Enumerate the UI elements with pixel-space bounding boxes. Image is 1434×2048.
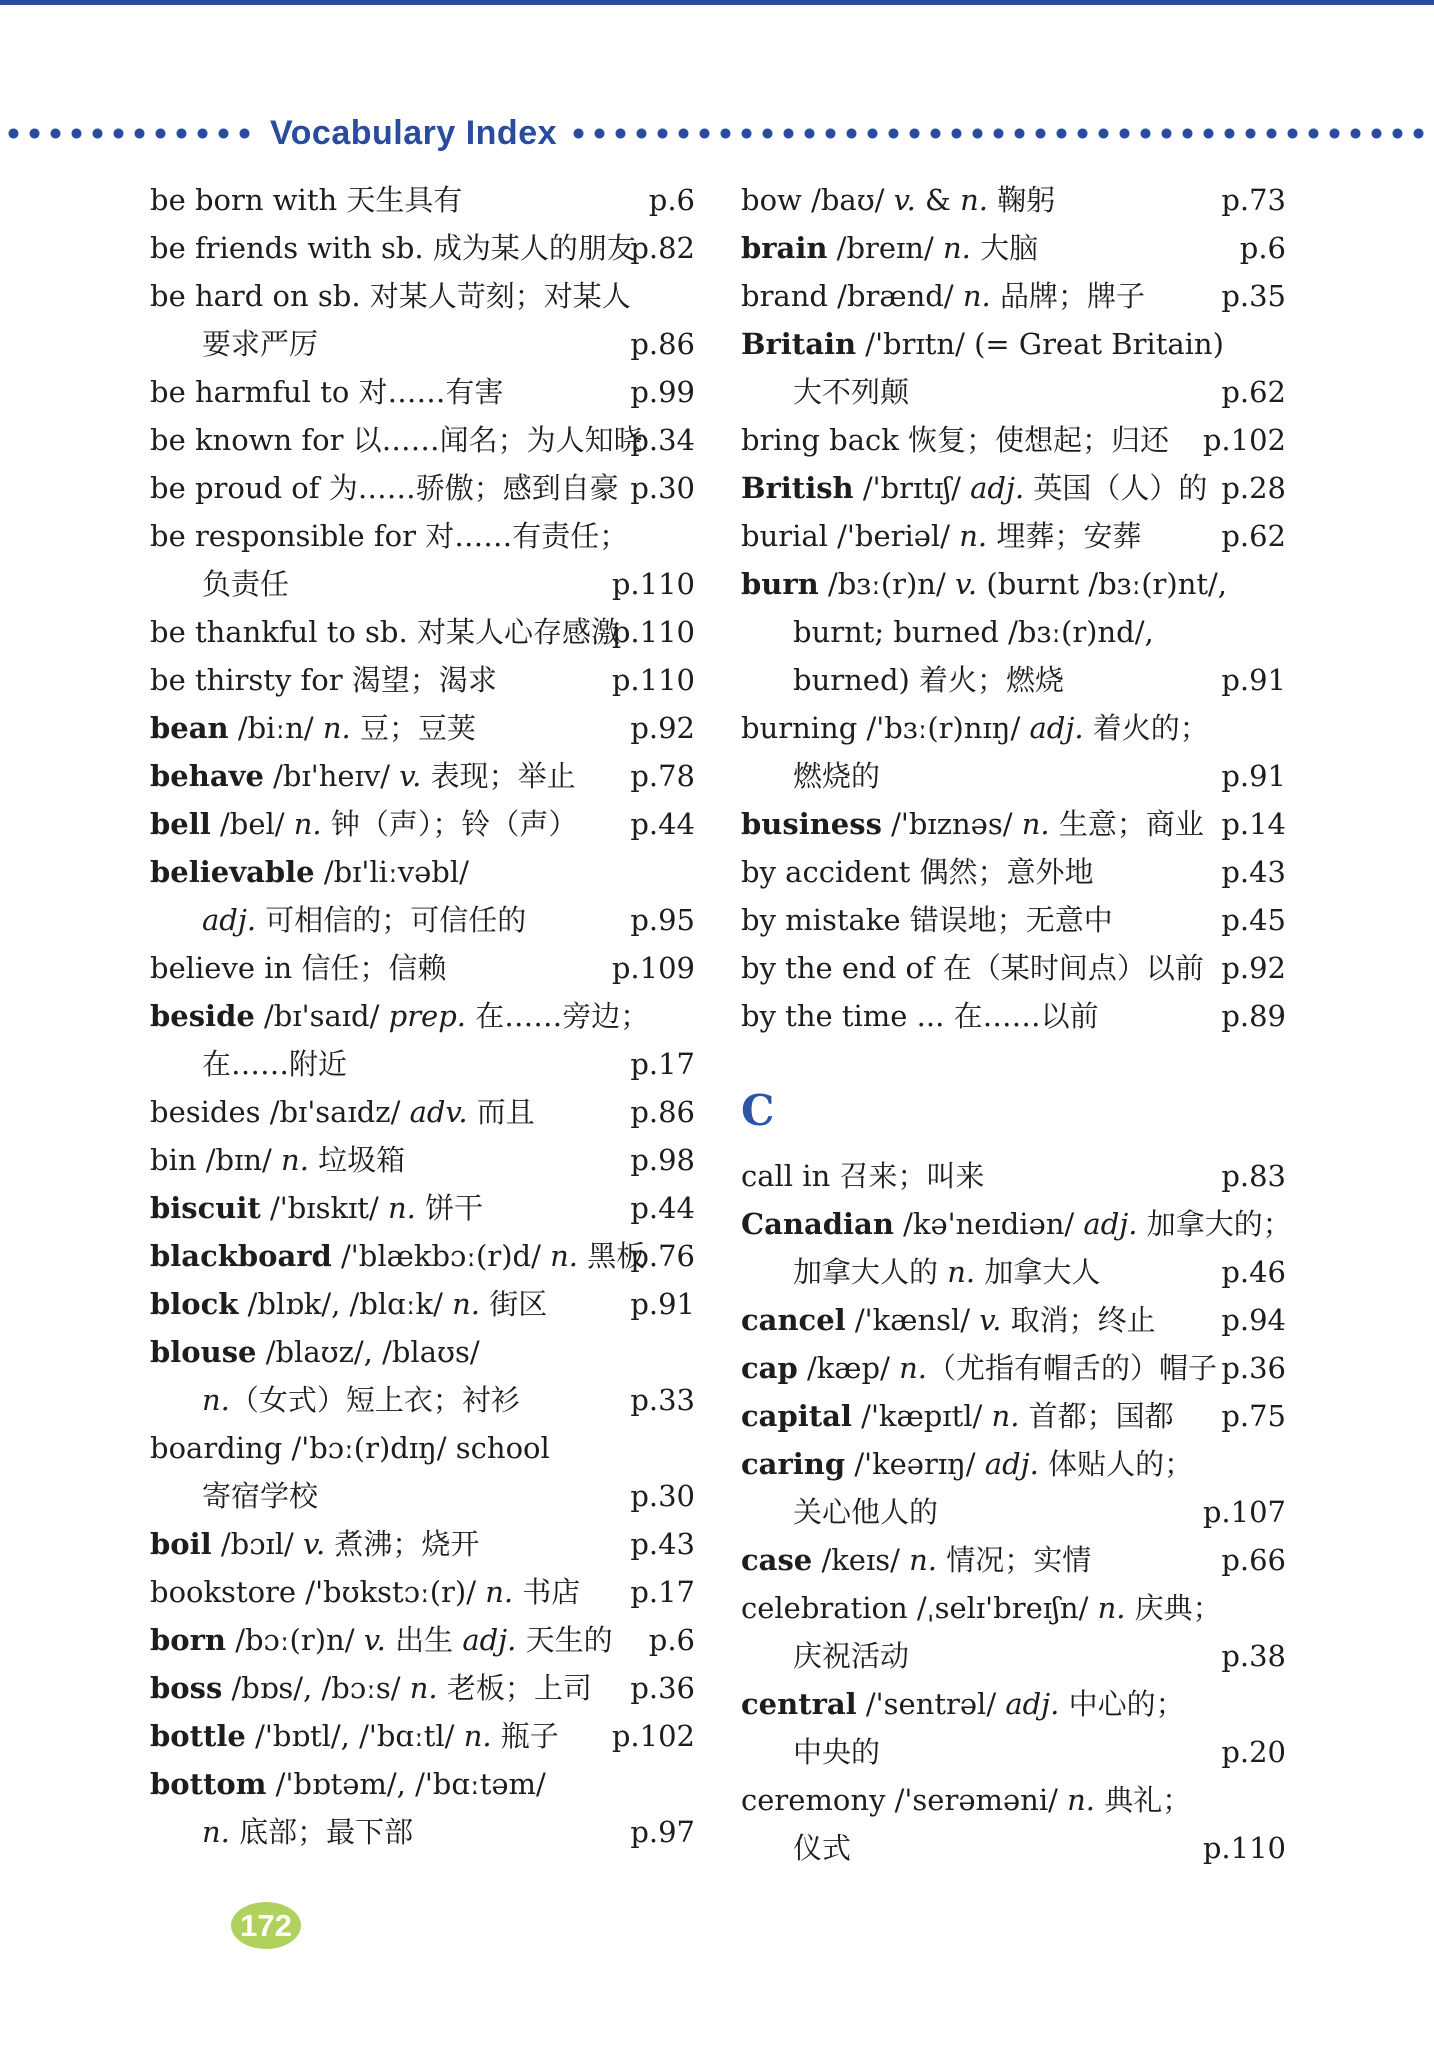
- entry-line: [741, 1152, 1286, 1200]
- page-ref: p.86: [630, 1095, 695, 1129]
- entry-text: burning /'bɜː(r)nɪŋ/ adj. 着火的；: [741, 711, 1209, 745]
- index-entry: [150, 1232, 695, 1280]
- index-entry: [150, 1424, 695, 1520]
- entry-line: [150, 368, 695, 416]
- index-entry: [741, 848, 1286, 896]
- index-entry: [150, 512, 695, 608]
- entry-text: bottle /'bɒtl/, /'bɑːtl/ n. 瓶子: [150, 1719, 559, 1753]
- index-entry: [150, 1328, 695, 1424]
- page-ref: p.43: [630, 1527, 695, 1561]
- page-ref: p.110: [611, 663, 695, 697]
- page-ref: p.36: [630, 1671, 695, 1705]
- entry-line: [741, 368, 1286, 416]
- index-entry: [150, 368, 695, 416]
- page-ref: p.6: [648, 1623, 695, 1657]
- entry-line: [741, 224, 1286, 272]
- page-ref: p.82: [630, 231, 695, 265]
- index-entry: [150, 1712, 695, 1760]
- top-border: [0, 0, 1434, 5]
- entry-text: 寄宿学校: [202, 1479, 319, 1513]
- entry-line: [150, 176, 695, 224]
- entry-text: behave /bɪ'heɪv/ v. 表现；举止: [150, 759, 576, 793]
- page-ref: p.86: [630, 327, 695, 361]
- entry-text: be proud of 为……骄傲；感到自豪: [150, 471, 619, 505]
- index-entry: [150, 1136, 695, 1184]
- entry-line: [741, 512, 1286, 560]
- index-entry: [741, 704, 1286, 800]
- entry-line: [150, 1136, 695, 1184]
- entry-text: Canadian /kə'neɪdiən/ adj. 加拿大的；: [741, 1207, 1292, 1241]
- index-entry: [741, 416, 1286, 464]
- page-ref: p.44: [630, 807, 695, 841]
- entry-text: biscuit /'bɪskɪt/ n. 饼干: [150, 1191, 484, 1225]
- entry-text: 庆祝活动: [793, 1639, 910, 1673]
- entry-text: believable /bɪ'liːvəbl/: [150, 855, 469, 889]
- entry-line: [150, 416, 695, 464]
- entry-text: British /'brɪtɪʃ/ adj. 英国（人）的: [741, 471, 1208, 505]
- entry-text: cancel /'kænsl/ v. 取消；终止: [741, 1303, 1156, 1337]
- entry-text: beside /bɪ'saɪd/ prep. 在……旁边；: [150, 999, 650, 1033]
- page-ref: p.6: [1239, 231, 1286, 265]
- entry-text: bring back 恢复；使想起；归还: [741, 423, 1170, 457]
- entry-text: bow /baʊ/ v. & n. 鞠躬: [741, 183, 1056, 217]
- entry-text: business /'bɪznəs/ n. 生意；商业: [741, 807, 1204, 841]
- page-ref: p.102: [611, 1719, 695, 1753]
- page-ref: p.91: [1221, 759, 1286, 793]
- index-entry: [150, 608, 695, 656]
- entry-line: [150, 848, 695, 896]
- entry-line: [741, 1392, 1286, 1440]
- page-ref: p.30: [630, 1479, 695, 1513]
- entry-line: [741, 176, 1286, 224]
- entry-line: [741, 1248, 1286, 1296]
- page-ref: p.20: [1221, 1735, 1286, 1769]
- index-entry: [150, 1616, 695, 1664]
- index-entry: [741, 944, 1286, 992]
- entry-text: boss /bɒs/, /bɔːs/ n. 老板；上司: [150, 1671, 592, 1705]
- page-ref: p.46: [1221, 1255, 1286, 1289]
- entry-line: [150, 992, 695, 1040]
- entry-line: [150, 1184, 695, 1232]
- entry-text: burn /bɜː(r)n/ v. (burnt /bɜː(r)nt/,: [741, 567, 1228, 601]
- entry-line: [150, 320, 695, 368]
- page-ref: p.62: [1221, 375, 1286, 409]
- entry-text: by mistake 错误地；无意中: [741, 903, 1113, 937]
- entry-text: by the end of 在（某时间点）以前: [741, 951, 1204, 985]
- entry-line: [741, 848, 1286, 896]
- entry-line: [741, 1488, 1286, 1536]
- entry-text: be born with 天生具有: [150, 183, 463, 217]
- entry-text: 在……附近: [202, 1047, 348, 1081]
- entry-line: [741, 896, 1286, 944]
- entry-text: be harmful to 对……有害: [150, 375, 504, 409]
- index-entry: [741, 224, 1286, 272]
- page-ref: p.17: [630, 1575, 695, 1609]
- entry-line: [150, 1424, 695, 1472]
- entry-text: 仪式: [793, 1831, 852, 1865]
- page-title: Vocabulary Index: [270, 113, 558, 152]
- page-ref: p.98: [630, 1143, 695, 1177]
- entry-line: [741, 1824, 1286, 1872]
- page-ref: p.17: [630, 1047, 695, 1081]
- entry-text: believe in 信任；信赖: [150, 951, 447, 985]
- entry-line: [741, 800, 1286, 848]
- entry-text: capital /'kæpɪtl/ n. 首都；国都: [741, 1399, 1174, 1433]
- entry-text: by accident 偶然；意外地: [741, 855, 1094, 889]
- entry-line: [150, 1808, 695, 1856]
- entry-line: [741, 416, 1286, 464]
- entry-line: [150, 704, 695, 752]
- entry-text: blouse /blaʊz/, /blaʊs/: [150, 1335, 480, 1369]
- entry-line: [150, 800, 695, 848]
- page-ref: p.36: [1221, 1351, 1286, 1385]
- index-entry: [741, 512, 1286, 560]
- entry-line: [150, 608, 695, 656]
- entry-line: [741, 1680, 1286, 1728]
- entry-line: [741, 704, 1286, 752]
- entry-line: [150, 1328, 695, 1376]
- entry-line: [741, 608, 1286, 656]
- entry-line: [741, 1728, 1286, 1776]
- entry-text: bin /bɪn/ n. 垃圾箱: [150, 1143, 406, 1177]
- page-ref: p.33: [630, 1383, 695, 1417]
- index-entry: [150, 1664, 695, 1712]
- page-ref: p.43: [1221, 855, 1286, 889]
- page-ref: p.76: [630, 1239, 695, 1273]
- index-column-left: [150, 176, 695, 1856]
- index-entry: [150, 1568, 695, 1616]
- entry-line: [150, 1760, 695, 1808]
- page-ref: p.91: [630, 1287, 695, 1321]
- entry-line: [741, 272, 1286, 320]
- page-ref: p.78: [630, 759, 695, 793]
- entry-text: be thankful to sb. 对某人心存感激: [150, 615, 620, 649]
- index-entry: [150, 416, 695, 464]
- index-entry: [741, 1584, 1286, 1680]
- page-ref: p.34: [630, 423, 695, 457]
- index-entry: [150, 1760, 695, 1856]
- index-entry: [150, 1280, 695, 1328]
- page-ref: p.62: [1221, 519, 1286, 553]
- entry-line: [741, 752, 1286, 800]
- page-ref: p.75: [1221, 1399, 1286, 1433]
- entry-line: [150, 1280, 695, 1328]
- index-entry: [741, 560, 1286, 704]
- page-ref: p.92: [630, 711, 695, 745]
- entry-text: celebration /ˌselɪ'breɪʃn/ n. 庆典；: [741, 1591, 1222, 1625]
- index-entry: [741, 1344, 1286, 1392]
- index-entry: [150, 464, 695, 512]
- index-entry: [741, 176, 1286, 224]
- index-entry: [741, 1536, 1286, 1584]
- entry-text: be known for 以……闻名；为人知晓: [150, 423, 643, 457]
- entry-line: [150, 1376, 695, 1424]
- entry-line: [150, 656, 695, 704]
- entry-line: [741, 656, 1286, 704]
- entry-text: 燃烧的: [793, 759, 881, 793]
- page-ref: p.35: [1221, 279, 1286, 313]
- page-ref: p.91: [1221, 663, 1286, 697]
- entry-line: [150, 1712, 695, 1760]
- page-number-badge: 172: [231, 1902, 301, 1949]
- index-entry: [150, 1520, 695, 1568]
- page-ref: p.89: [1221, 999, 1286, 1033]
- entry-text: Britain /'brɪtn/ (= Great Britain): [741, 327, 1224, 361]
- index-entry: [150, 944, 695, 992]
- index-entry: [741, 1776, 1286, 1872]
- entry-text: 负责任: [202, 567, 290, 601]
- index-entry: [741, 800, 1286, 848]
- page-ref: p.97: [630, 1815, 695, 1849]
- entry-text: cap /kæp/ n.（尤指有帽舌的）帽子: [741, 1351, 1218, 1385]
- entry-line: [150, 752, 695, 800]
- index-column-right: [741, 176, 1292, 1872]
- page-ref: p.95: [630, 903, 695, 937]
- entry-text: burned) 着火；燃烧: [793, 663, 1065, 697]
- page-ref: p.94: [1221, 1303, 1286, 1337]
- entry-line: [741, 560, 1286, 608]
- entry-text: 加拿大人的 n. 加拿大人: [793, 1255, 1101, 1289]
- page-ref: p.38: [1221, 1639, 1286, 1673]
- entry-line: [150, 1520, 695, 1568]
- entry-line: [150, 1232, 695, 1280]
- index-entry: [150, 848, 695, 944]
- index-entry: [741, 1392, 1286, 1440]
- entry-text: be responsible for 对……有责任；: [150, 519, 629, 553]
- entry-text: case /keɪs/ n. 情况；实情: [741, 1543, 1092, 1577]
- page-ref: p.107: [1202, 1495, 1286, 1529]
- page-ref: p.83: [1221, 1159, 1286, 1193]
- index-entry: [150, 272, 695, 368]
- index-entry: [741, 320, 1286, 416]
- entry-text: be hard on sb. 对某人苛刻；对某人: [150, 279, 631, 313]
- entry-line: [741, 320, 1286, 368]
- index-entry: [741, 1152, 1286, 1200]
- entry-line: [150, 1040, 695, 1088]
- entry-text: 中央的: [793, 1735, 881, 1769]
- entry-text: bookstore /'bʊkstɔː(r)/ n. 书店: [150, 1575, 581, 1609]
- entry-text: 大不列颠: [793, 375, 910, 409]
- index-entry: [741, 1680, 1286, 1776]
- page-ref: p.45: [1221, 903, 1286, 937]
- page-ref: p.6: [648, 183, 695, 217]
- index-entry: [150, 656, 695, 704]
- page-ref: p.110: [611, 615, 695, 649]
- index-entry: [741, 464, 1286, 512]
- entry-line: [150, 272, 695, 320]
- header-dots-left: [8, 128, 254, 139]
- entry-text: brain /breɪn/ n. 大脑: [741, 231, 1039, 265]
- entry-line: [741, 944, 1286, 992]
- entry-line: [741, 1344, 1286, 1392]
- page-header: [0, 112, 1434, 154]
- entry-line: [741, 1440, 1286, 1488]
- page-ref: p.14: [1221, 807, 1286, 841]
- entry-text: 要求严厉: [202, 327, 319, 361]
- entry-line: [150, 1088, 695, 1136]
- entry-text: boil /bɔɪl/ v. 煮沸；烧开: [150, 1527, 480, 1561]
- entry-text: brand /brænd/ n. 品牌；牌子: [741, 279, 1145, 313]
- index-entry: [741, 1440, 1286, 1536]
- page-ref: p.73: [1221, 183, 1286, 217]
- entry-text: bottom /'bɒtəm/, /'bɑːtəm/: [150, 1767, 546, 1801]
- entry-text: boarding /'bɔː(r)dɪŋ/ school: [150, 1431, 550, 1465]
- entry-line: [150, 560, 695, 608]
- entry-text: ceremony /'serəməni/ n. 典礼；: [741, 1783, 1192, 1817]
- page-ref: p.102: [1202, 423, 1286, 457]
- entry-line: [150, 1664, 695, 1712]
- entry-text: call in 召来；叫来: [741, 1159, 985, 1193]
- index-entry: [150, 224, 695, 272]
- entry-text: be friends with sb. 成为某人的朋友: [150, 231, 636, 265]
- entry-line: [150, 1616, 695, 1664]
- index-entry: [150, 800, 695, 848]
- entry-line: [150, 464, 695, 512]
- entry-line: [741, 1536, 1286, 1584]
- index-entry: [150, 1184, 695, 1232]
- entry-line: [741, 1632, 1286, 1680]
- entry-line: [741, 1776, 1286, 1824]
- index-entry: [741, 1296, 1286, 1344]
- index-entry: [150, 176, 695, 224]
- index-entry: [150, 752, 695, 800]
- index-entry: [741, 1200, 1292, 1296]
- entry-line: [150, 512, 695, 560]
- entry-text: n. 底部；最下部: [202, 1815, 414, 1849]
- entry-line: [741, 1296, 1286, 1344]
- page-ref: p.44: [630, 1191, 695, 1225]
- entry-line: [150, 944, 695, 992]
- entry-text: by the time ... 在……以前: [741, 999, 1099, 1033]
- entry-text: caring /'keərɪŋ/ adj. 体贴人的；: [741, 1447, 1194, 1481]
- entry-text: blackboard /'blækbɔː(r)d/ n. 黑板: [150, 1239, 646, 1273]
- entry-text: block /blɒk/, /blɑːk/ n. 街区: [150, 1287, 548, 1321]
- entry-text: 关心他人的: [793, 1495, 939, 1529]
- entry-line: [150, 1568, 695, 1616]
- page-ref: p.109: [611, 951, 695, 985]
- entry-text: bean /biːn/ n. 豆；豆荚: [150, 711, 476, 745]
- page-ref: p.66: [1221, 1543, 1286, 1577]
- entry-line: [741, 1200, 1292, 1248]
- index-entry: [741, 896, 1286, 944]
- entry-line: [741, 1584, 1286, 1632]
- entry-line: [150, 896, 695, 944]
- index-entry: [741, 992, 1286, 1040]
- page-ref: p.99: [630, 375, 695, 409]
- index-entry: [150, 992, 695, 1088]
- section-letter: C: [741, 1086, 775, 1135]
- page-ref: p.92: [1221, 951, 1286, 985]
- entry-text: n.（女式）短上衣；衬衫: [202, 1383, 520, 1417]
- index-entry: [150, 1088, 695, 1136]
- entry-text: bell /bel/ n. 钟（声）；铃（声）: [150, 807, 578, 841]
- entry-text: born /bɔː(r)n/ v. 出生 adj. 天生的: [150, 1623, 613, 1657]
- entry-text: central /'sentrəl/ adj. 中心的；: [741, 1687, 1185, 1721]
- entry-text: burnt; burned /bɜː(r)nd/,: [793, 615, 1154, 649]
- page-ref: p.110: [1202, 1831, 1286, 1865]
- index-entry: [741, 272, 1286, 320]
- page-ref: p.110: [611, 567, 695, 601]
- entry-line: [150, 224, 695, 272]
- entry-line: [741, 992, 1286, 1040]
- entry-line: [741, 464, 1286, 512]
- entry-line: [150, 1472, 695, 1520]
- header-dots-right: [573, 128, 1434, 139]
- entry-text: adj. 可相信的；可信任的: [202, 903, 527, 937]
- entry-text: burial /'beriəl/ n. 埋葬；安葬: [741, 519, 1142, 553]
- index-entry: [150, 704, 695, 752]
- entry-text: besides /bɪ'saɪdz/ adv. 而且: [150, 1095, 535, 1129]
- page-ref: p.28: [1221, 471, 1286, 505]
- page-ref: p.30: [630, 471, 695, 505]
- entry-text: be thirsty for 渴望；渴求: [150, 663, 497, 697]
